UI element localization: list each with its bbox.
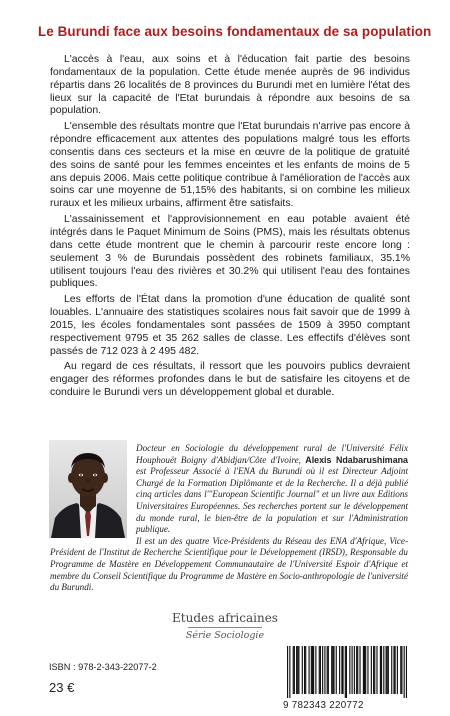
summary-paragraph: Les efforts de l'État dans la promotion d'une éducation de qualité sont louables. L'annuaire des statistiques scolaires nous fait savoir que de 1999 à 2015, les écoles fondamentales sont passées de 1509 à 3950 comptant respectivement 9795 et 35 262 salles de classe. Les effectifs d'élèves sont passés de 712 023 à 2 495 482. bbox=[50, 294, 410, 357]
back-cover-summary bbox=[50, 54, 410, 403]
author-biography bbox=[50, 443, 408, 594]
book-title: Le Burundi face aux besoins fondamentaux de sa population bbox=[38, 24, 432, 39]
author-name: Alexis Ndabarushimana bbox=[305, 454, 408, 465]
summary-paragraph: L'assainissement et l'approvisionnement en eau potable avaient été intégrés dans le Paquet Minimum de Soins (PMS), mais les résultats obtenus dans cette étude montrent que le chemin à parcourir reste encore long : seulement 3 % de Burundais possèdent des robinets familiaux, 35.1% utilisent toujours l'eau des rivières et 30.2% qui utilisent l'eau des fontaines publiques. bbox=[50, 214, 410, 290]
biography-text: est Professeur Associé à l'ENA du Burundi où il est Directeur Adjoint Chargé de la Formation Diplômante et de la Recherche. Il a déjà publié cinq articles dans l'"European Scientific Journal" et un livre aux Editions Universitaires Européennes. Ses recherches portent sur le développement du monde rural, le bien-être de la population et sur l'Administration publique. bbox=[136, 466, 408, 535]
collection-series: Série Sociologie bbox=[185, 630, 265, 641]
summary-paragraph: L'accès à l'eau, aux soins et à l'éducation fait partie des besoins fondamentaux de la population. Cette étude menée auprès de 96 individus répartis dans 26 localités de 8 provinces du Burundi met en lumière l'état des lieux sur la capacité de l'Etat burundais à répondre aux besoins de sa population. bbox=[50, 54, 410, 117]
barcode bbox=[287, 646, 407, 698]
collection-label bbox=[0, 611, 450, 641]
barcode-digits: 9 782343 220772 bbox=[283, 700, 364, 711]
isbn: ISBN : 978-2-343-22077-2 bbox=[49, 662, 157, 672]
collection-name: Etudes africaines bbox=[172, 611, 278, 625]
summary-paragraph: L'ensemble des résultats montre que l'Etat burundais n'arrive pas encore à répondre efficacement aux attentes des populations malgré tous les efforts consentis dans ces secteurs et la mise en œuvre de la politique de gratuité des soins de santé pour les femmes enceintes et les enfants de moins de 5 ans depuis 2006. Mais cette politique contribue à l'amélioration de l'accès aux soins car une moyenne de 51,15% des habitants, si on combine les milieux ruraux et les milieux urbains, affirment être satisfaits. bbox=[50, 121, 410, 210]
biography-text: Docteur en Sociologie du développement rural de l'Université Félix Houphouët Boigny d'Abidjan/Côte d'Ivoire, bbox=[136, 443, 408, 465]
biography-paragraph: Il est un des quatre Vice-Présidents du Réseau des ENA d'Afrique, Vice-Président de l'Institut de Recherche Scientifique pour le Développement (IRSD), Responsable du Programme de Mastère en Développement Communautaire de l'Université Espoir d'Afrique et membre du Conseil Scientifique du Programme de Mastère en Socio-anthropologie de l'université du Burundi. bbox=[50, 535, 408, 593]
collection-divider bbox=[188, 627, 262, 628]
price: 23 € bbox=[49, 680, 75, 695]
summary-paragraph: Au regard de ces résultats, il ressort que les pouvoirs publics devraient engager des réformes profondes dans le but de satisfaire les citoyens et de conduire le Burundi vers un développement global et durable. bbox=[50, 361, 410, 399]
